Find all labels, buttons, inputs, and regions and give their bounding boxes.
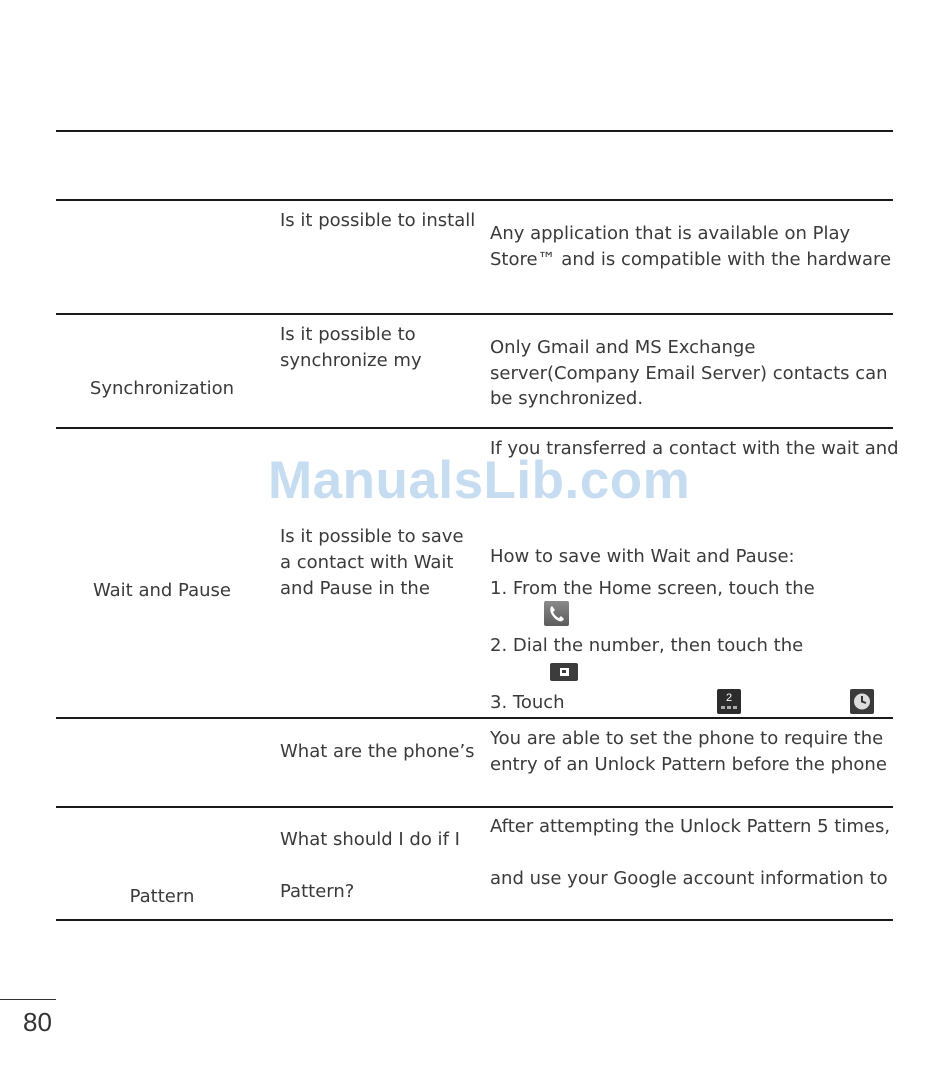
phone-icon [544, 601, 569, 626]
question-pattern-line1: What should I do if I [280, 829, 460, 850]
svg-text:2: 2 [725, 692, 733, 704]
answer-wait-howto: How to save with Wait and Pause: [490, 546, 795, 567]
answer-install-line2: Store™ and is compatible with the hardware [490, 249, 892, 270]
answer-sync-line1: Only Gmail and MS Exchange [490, 337, 756, 358]
watermark: ManualsLib.com [268, 451, 691, 510]
table-rule [56, 427, 893, 429]
answer-wait-step3: 3. Touch [490, 692, 565, 713]
answer-install-line1: Any application that is available on Play [490, 223, 851, 244]
category-synchronization: Synchronization [89, 378, 235, 399]
page-number: 80 [23, 1007, 52, 1037]
table-rule [56, 199, 893, 201]
dialpad-icon [717, 689, 741, 714]
answer-security-line2: entry of an Unlock Pattern before the phone [490, 754, 887, 775]
category-wait-and-pause: Wait and Pause [93, 580, 231, 601]
answer-sync-line2: server(Company Email Server) contacts can [490, 363, 888, 384]
answer-wait-step2: 2. Dial the number, then touch the [490, 635, 804, 656]
answer-sync-line3: be synchronized. [490, 388, 644, 409]
question-wait-line3: and Pause in the [280, 578, 430, 599]
clock-icon [850, 689, 874, 714]
question-wait-line1: Is it possible to save [280, 526, 464, 547]
table-rule [56, 919, 893, 921]
question-install: Is it possible to install [280, 210, 476, 231]
menu-icon [550, 663, 578, 681]
question-sync-line2: synchronize my [280, 350, 422, 371]
question-pattern-line2: Pattern? [280, 881, 355, 902]
table-rule [56, 717, 893, 719]
category-pattern: Pattern [129, 886, 195, 907]
answer-pattern-line2: and use your Google account information to [490, 868, 888, 889]
table-rule [56, 806, 893, 808]
answer-wait-step1: 1. From the Home screen, touch the [490, 578, 815, 599]
answer-wait-intro: If you transferred a contact with the wait and [490, 438, 899, 459]
table-rule [56, 313, 893, 315]
question-security: What are the phone’s [280, 741, 475, 762]
question-sync-line1: Is it possible to [280, 324, 416, 345]
page-number-rule [0, 999, 56, 1000]
question-wait-line2: a contact with Wait [280, 552, 454, 573]
table-rule [56, 130, 893, 132]
answer-pattern-line1: After attempting the Unlock Pattern 5 times, [490, 816, 891, 837]
answer-security-line1: You are able to set the phone to require the [490, 728, 884, 749]
